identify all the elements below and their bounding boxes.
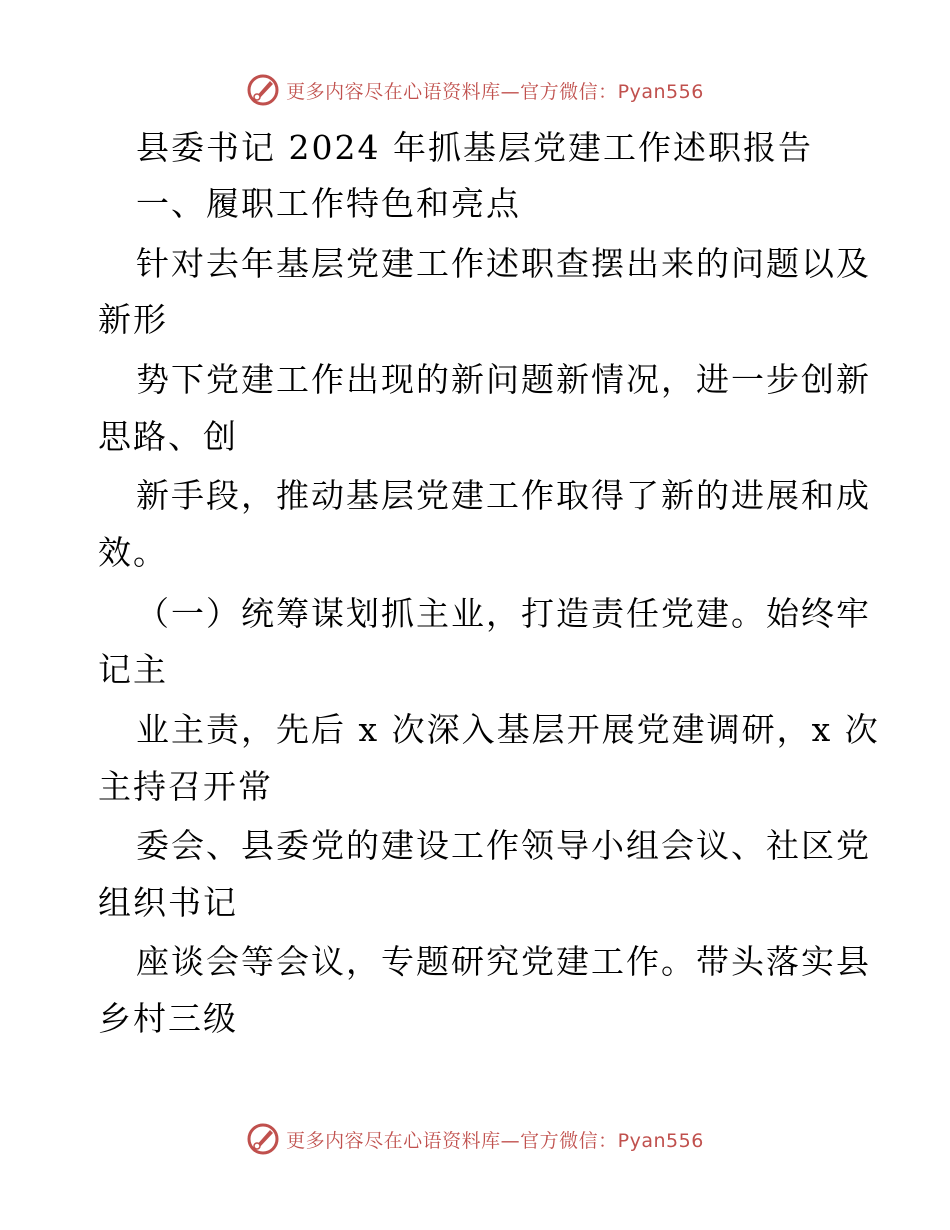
subsection-line: （一）统筹谋划抓主业，打造责任党建。始终牢 xyxy=(136,594,871,633)
quill-seal-icon xyxy=(246,73,280,107)
paragraph-line: 委会、县委党的建设工作领导小组会议、社区党 xyxy=(136,826,871,865)
watermark-text: 更多内容尽在心语资料库—官方微信：Pyan556 xyxy=(286,1129,704,1152)
paragraph-line: 组织书记 xyxy=(98,883,238,922)
paragraph-line: 思路、创 xyxy=(98,417,238,456)
watermark-text: 更多内容尽在心语资料库—官方微信：Pyan556 xyxy=(286,80,704,103)
paragraph-line: 效。 xyxy=(98,533,168,572)
watermark-header xyxy=(0,70,950,110)
paragraph-line: 新手段，推动基层党建工作取得了新的进展和成 xyxy=(136,476,871,515)
document-title: 县委书记 2024 年抓基层党建工作述职报告 xyxy=(136,128,813,167)
paragraph-line: 针对去年基层党建工作述职查摆出来的问题以及 xyxy=(136,244,871,283)
paragraph-line: 新形 xyxy=(98,300,168,339)
watermark-footer xyxy=(0,1119,950,1159)
paragraph-line: 主持召开常 xyxy=(98,767,273,806)
quill-seal-icon xyxy=(246,1122,280,1156)
paragraph-line: 业主责，先后 x 次深入基层开展党建调研，x 次 xyxy=(136,710,880,749)
paragraph-line: 记主 xyxy=(98,650,168,689)
section-heading: 一、履职工作特色和亮点 xyxy=(136,184,521,223)
paragraph-line: 势下党建工作出现的新问题新情况，进一步创新 xyxy=(136,360,871,399)
paragraph-line: 座谈会等会议，专题研究党建工作。带头落实县 xyxy=(136,942,871,981)
paragraph-line: 乡村三级 xyxy=(98,999,238,1038)
